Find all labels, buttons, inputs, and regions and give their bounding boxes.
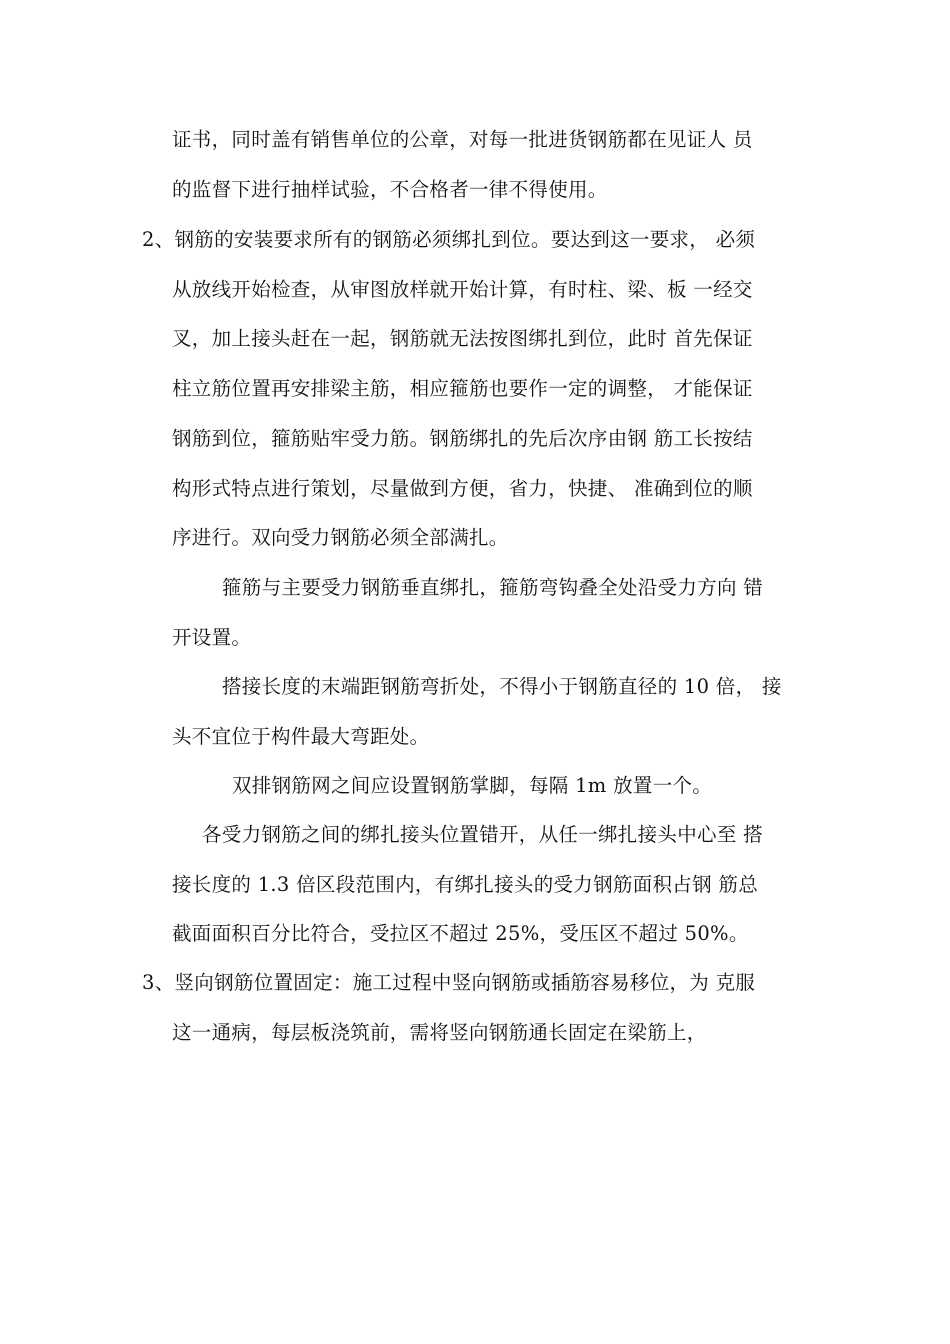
- text-line: 序进行。双向受力钢筋必须全部满扎。: [172, 526, 509, 549]
- text-line: 接长度的 1.3 倍区段范围内，有绑扎接头的受力钢筋面积占钢 筋总: [172, 873, 759, 896]
- text-line: 柱立筋位置再安排梁主筋，相应箍筋也要作一定的调整， 才能保证: [172, 377, 753, 400]
- text-line: 搭接长度的末端距钢筋弯折处，不得小于钢筋直径的 10 倍， 接: [222, 675, 782, 698]
- text-line: 各受力钢筋之间的绑扎接头位置错开，从任一绑扎接头中心至 搭: [202, 823, 763, 846]
- text-line: 头不宜位于构件最大弯距处。: [172, 725, 430, 748]
- text-line: 2、钢筋的安装要求所有的钢筋必须绑扎到位。要达到这一要求， 必须: [142, 228, 756, 251]
- text-line: 箍筋与主要受力钢筋垂直绑扎，箍筋弯钩叠全处沿受力方向 错: [222, 576, 764, 599]
- text-line: 叉，加上接头赶在一起，钢筋就无法按图绑扎到位，此时 首先保证: [172, 327, 753, 350]
- text-line: 证书，同时盖有销售单位的公章，对每一批进货钢筋都在见证人 员: [172, 128, 753, 151]
- text-line: 的监督下进行抽样试验，不合格者一律不得使用。: [172, 178, 608, 201]
- text-line: 从放线开始检查，从审图放样就开始计算，有时柱、梁、板 一经交: [172, 278, 753, 301]
- text-line: 开设置。: [172, 626, 252, 649]
- text-line: 3、竖向钢筋位置固定：施工过程中竖向钢筋或插筋容易移位，为 克服: [142, 971, 756, 994]
- text-line: 构形式特点进行策划，尽量做到方便，省力，快捷、 准确到位的顺: [172, 477, 753, 500]
- text-line: 这一通病，每层板浇筑前，需将竖向钢筋通长固定在梁筋上，: [172, 1021, 707, 1044]
- text-line: 双排钢筋网之间应设置钢筋掌脚，每隔 1m 放置一个。: [232, 774, 713, 797]
- text-line: 钢筋到位，箍筋贴牢受力筋。钢筋绑扎的先后次序由钢 筋工长按结: [172, 427, 753, 450]
- text-line: 截面面积百分比符合，受拉区不超过 25%，受压区不超过 50%。: [172, 922, 749, 945]
